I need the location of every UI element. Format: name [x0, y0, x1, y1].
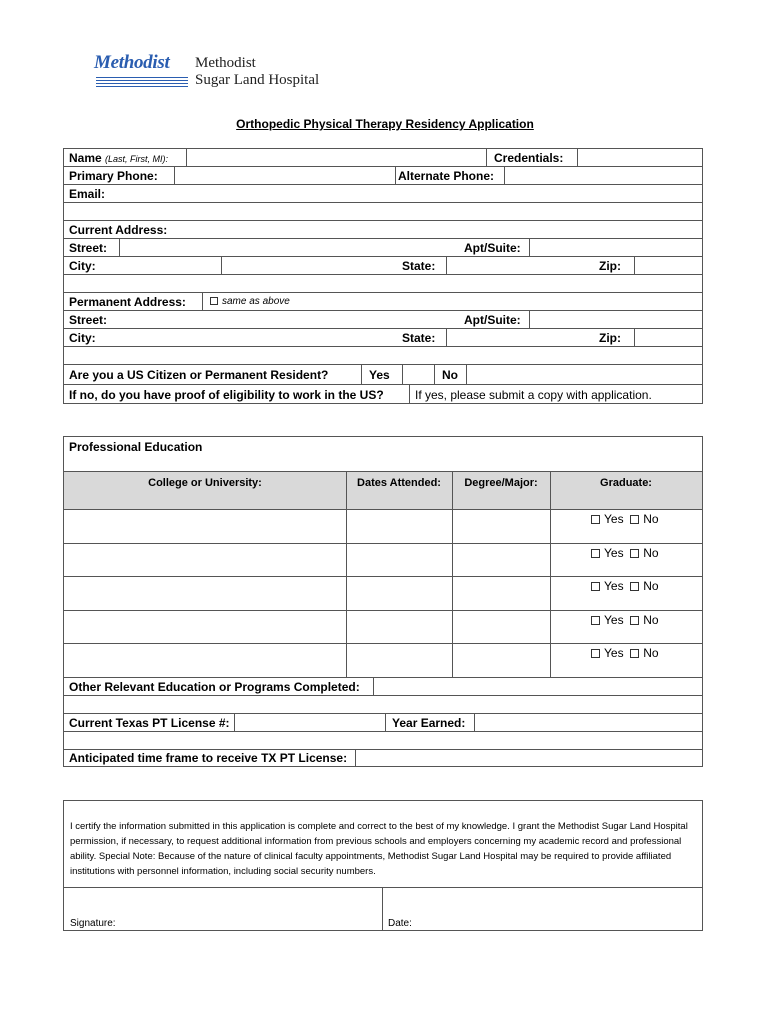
college-column-header: College or University:	[148, 477, 262, 489]
primary-phone-label: Primary Phone:	[69, 169, 158, 183]
dates-input[interactable]	[347, 510, 452, 543]
other-education-input[interactable]	[374, 678, 702, 695]
citizen-no-box[interactable]	[467, 365, 702, 384]
dates-input[interactable]	[347, 644, 452, 677]
phone-row	[64, 167, 702, 185]
checkbox-icon[interactable]	[591, 649, 600, 658]
current-street-label: Street:	[69, 241, 108, 255]
citizen-no-option[interactable]: No	[442, 368, 458, 382]
college-input[interactable]	[64, 577, 346, 610]
checkbox-icon[interactable]	[630, 582, 639, 591]
current-zip-input[interactable]	[635, 257, 702, 274]
education-section	[63, 436, 703, 767]
permanent-city-input[interactable]	[120, 329, 397, 346]
citizenship-question: Are you a US Citizen or Permanent Resident?	[69, 368, 329, 382]
spacer-row	[64, 732, 702, 750]
date-field[interactable]	[383, 888, 702, 931]
email-row[interactable]	[64, 185, 702, 203]
degree-input[interactable]	[453, 644, 550, 677]
checkbox-icon[interactable]	[591, 582, 600, 591]
proof-note: If yes, please submit a copy with application.	[415, 388, 652, 402]
yes-label: Yes	[604, 579, 624, 593]
degree-input[interactable]	[453, 510, 550, 543]
date-label: Date:	[388, 918, 412, 929]
checkbox-icon[interactable]	[630, 549, 639, 558]
checkbox-icon[interactable]	[591, 616, 600, 625]
no-label: No	[643, 546, 659, 560]
college-input[interactable]	[64, 644, 346, 677]
degree-input[interactable]	[453, 611, 550, 643]
graduate-choice	[591, 579, 659, 593]
credentials-label: Credentials:	[494, 151, 564, 165]
current-city-row	[64, 257, 702, 275]
same-as-above-label: same as above	[222, 296, 290, 307]
checkbox-icon[interactable]	[630, 616, 639, 625]
citizenship-row	[64, 365, 702, 385]
spacer-row	[64, 203, 702, 221]
current-city-input[interactable]	[222, 257, 397, 274]
logo-name-line1: Methodist	[195, 55, 256, 71]
permanent-address-heading-row	[64, 293, 702, 311]
alternate-phone-label: Alternate Phone:	[398, 169, 495, 183]
signature-label: Signature:	[70, 918, 116, 929]
college-input[interactable]	[64, 544, 346, 576]
signature-row	[64, 888, 702, 931]
permanent-city-row	[64, 329, 702, 347]
no-label: No	[643, 646, 659, 660]
table-row	[64, 544, 702, 577]
name-label: Name (Last, First, MI):	[69, 151, 169, 165]
license-input[interactable]	[235, 714, 385, 731]
anticipated-license-label: Anticipated time frame to receive TX PT License:	[69, 751, 348, 765]
graduate-choice	[591, 613, 659, 627]
spacer-row	[64, 696, 702, 714]
checkbox-icon[interactable]	[591, 549, 600, 558]
college-input[interactable]	[64, 510, 346, 543]
graduate-choice	[591, 546, 659, 560]
graduate-column-header: Graduate:	[600, 477, 652, 489]
checkbox-icon[interactable]	[630, 649, 639, 658]
table-row	[64, 611, 702, 644]
other-education-label: Other Relevant Education or Programs Completed:	[69, 680, 360, 694]
name-hint: (Last, First, MI):	[105, 154, 169, 164]
current-address-heading: Current Address:	[69, 223, 168, 237]
permanent-apt-input[interactable]	[530, 311, 702, 328]
spacer-row	[64, 347, 702, 365]
checkbox-icon[interactable]	[630, 515, 639, 524]
permanent-zip-label: Zip:	[599, 331, 621, 345]
current-state-label: State:	[402, 259, 436, 273]
table-row	[64, 577, 702, 611]
alternate-phone-input[interactable]	[505, 167, 702, 184]
applicant-info-section	[63, 148, 703, 404]
current-apt-input[interactable]	[530, 239, 702, 256]
checkbox-icon[interactable]	[210, 297, 218, 305]
same-as-above-option[interactable]	[210, 296, 290, 308]
yes-label: Yes	[604, 546, 624, 560]
permanent-state-label: State:	[402, 331, 436, 345]
license-label: Current Texas PT License #:	[69, 716, 230, 730]
degree-input[interactable]	[453, 544, 550, 576]
permanent-street-row	[64, 311, 702, 329]
education-heading-row	[64, 437, 702, 472]
permanent-street-input[interactable]	[120, 311, 459, 328]
proof-question: If no, do you have proof of eligibility to work in the US?	[69, 388, 384, 402]
education-table-header	[64, 472, 702, 510]
license-row	[64, 714, 702, 732]
logo-lines-graphic	[96, 77, 188, 87]
email-label: Email:	[69, 187, 106, 201]
dates-input[interactable]	[347, 577, 452, 610]
other-education-row	[64, 678, 702, 696]
no-label: No	[643, 512, 659, 526]
permanent-zip-input[interactable]	[635, 329, 702, 346]
certification-text-row	[64, 801, 702, 888]
anticipated-license-row	[64, 750, 702, 767]
certification-section	[63, 800, 703, 931]
signature-field[interactable]	[64, 888, 382, 931]
education-heading: Professional Education	[69, 440, 203, 454]
permanent-address-heading: Permanent Address:	[69, 295, 186, 309]
graduate-choice	[591, 512, 659, 526]
dates-input[interactable]	[347, 611, 452, 643]
primary-phone-input[interactable]	[175, 167, 395, 184]
year-earned-input[interactable]	[475, 714, 702, 731]
checkbox-icon[interactable]	[591, 515, 600, 524]
proof-row	[64, 385, 702, 404]
current-city-label: City:	[69, 259, 96, 273]
certification-text: I certify the information submitted in this application is complete and correct to the best of my knowledge. I grant the Methodist Sugar Land Hospital permission, if necessary, to request additional information from previous schools and employers concerning my academic record and professional ability. Special Note: Because of the nature of clinical faculty appointments, Methodist Sugar Land Hospital may be required to provide affiliated institutions with personnel information, including social security numbers.	[70, 821, 688, 877]
credentials-input[interactable]	[578, 149, 702, 166]
no-label: No	[643, 613, 659, 627]
anticipated-license-input[interactable]	[356, 750, 702, 767]
yes-label: Yes	[604, 512, 624, 526]
page-title: Orthopedic Physical Therapy Residency Application	[236, 117, 534, 131]
graduate-choice	[591, 646, 659, 660]
table-row	[64, 644, 702, 678]
yes-label: Yes	[604, 613, 624, 627]
current-address-heading-row	[64, 221, 702, 239]
name-row	[64, 149, 702, 167]
no-label: No	[643, 579, 659, 593]
year-earned-label: Year Earned:	[392, 716, 466, 730]
current-street-row	[64, 239, 702, 257]
name-input[interactable]	[187, 149, 486, 166]
dates-column-header: Dates Attended:	[357, 477, 441, 489]
permanent-street-label: Street:	[69, 313, 108, 327]
citizen-yes-option[interactable]: Yes	[369, 368, 390, 382]
current-zip-label: Zip:	[599, 259, 621, 273]
logo-hospital-name	[195, 55, 319, 89]
permanent-city-label: City:	[69, 331, 96, 345]
permanent-apt-label: Apt/Suite:	[464, 313, 521, 327]
spacer-row	[64, 275, 702, 293]
hospital-logo	[94, 52, 334, 92]
dates-input[interactable]	[347, 544, 452, 576]
logo-wordmark: Methodist	[94, 52, 170, 73]
college-input[interactable]	[64, 611, 346, 643]
degree-input[interactable]	[453, 577, 550, 610]
current-state-input[interactable]	[447, 257, 592, 274]
degree-column-header: Degree/Major:	[464, 477, 538, 489]
current-apt-label: Apt/Suite:	[464, 241, 521, 255]
yes-label: Yes	[604, 646, 624, 660]
table-row	[64, 510, 702, 544]
citizen-yes-box[interactable]	[403, 365, 434, 384]
current-street-input[interactable]	[120, 239, 459, 256]
logo-name-line2: Sugar Land Hospital	[195, 72, 320, 88]
permanent-state-input[interactable]	[447, 329, 592, 346]
